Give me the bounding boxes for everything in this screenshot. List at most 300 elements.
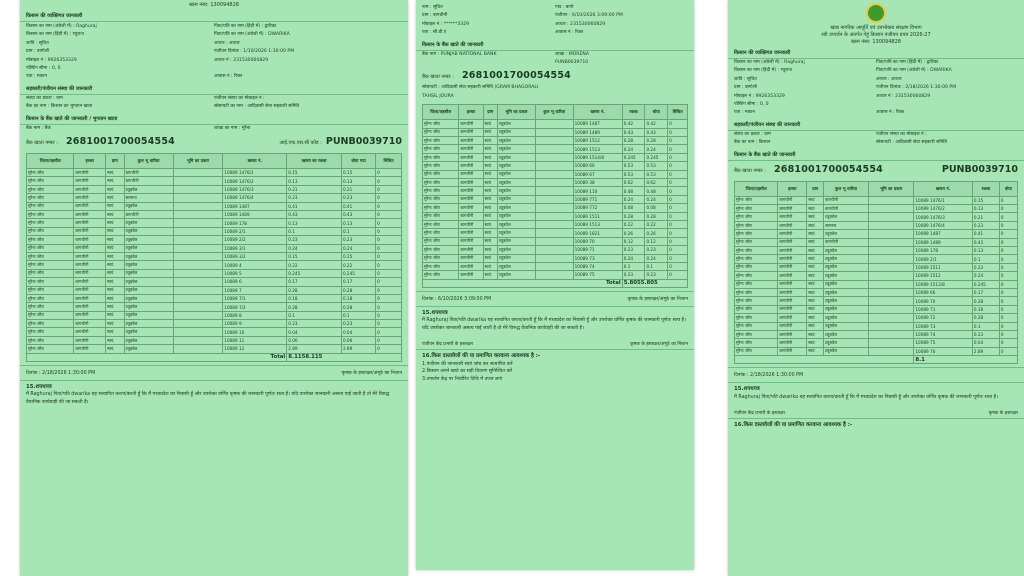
- table-cell: ट्यूबवेल: [824, 314, 869, 322]
- table-cell: मुरैना जौरा: [27, 185, 74, 193]
- table-cell: बागचीनी: [74, 236, 106, 244]
- column-header: भूमि का प्रकार: [497, 105, 535, 120]
- table-cell: ट्यूबवेल: [497, 137, 535, 145]
- table-cell: बागचीनी: [778, 280, 807, 288]
- table-cell: मुरैना जौरा: [27, 211, 74, 219]
- column-header: रकबा: [622, 105, 645, 120]
- table-cell: मुरैना जौरा: [735, 221, 778, 229]
- table-cell: 10089 110: [573, 187, 622, 195]
- table-cell: 0: [668, 178, 688, 186]
- table-cell: 10089 2/1: [223, 227, 287, 235]
- table-total-row: [735, 356, 1018, 364]
- table-cell: ट्यूबवेल: [497, 170, 535, 178]
- table-cell: मुरैना जौरा: [735, 238, 778, 246]
- info-left-value: पोस्टिंग सीमा : 0, 0: [734, 102, 769, 108]
- table-cell: 0: [668, 187, 688, 195]
- column-header: बोया गया: [341, 154, 375, 169]
- table-cell: मुरैना जौरा: [735, 205, 778, 213]
- table-cell: 0.15: [341, 169, 375, 177]
- table-cell: 0: [376, 269, 402, 277]
- table-cell: ट्यूबवेल: [124, 303, 173, 311]
- table-cell: मुरैना जौरा: [27, 202, 74, 210]
- table-cell: 0: [668, 137, 688, 145]
- info-row: [728, 131, 1024, 139]
- table-cell: 10089 2/1: [914, 255, 972, 263]
- table-cell: 0.24: [622, 254, 645, 262]
- table-cell: मुरैना जौरा: [423, 204, 459, 212]
- table-cell: बागचीनी: [74, 345, 106, 353]
- table-row: [735, 305, 1018, 313]
- table-cell: बागचीनी: [778, 263, 807, 271]
- table-cell: मुरैना जौरा: [423, 237, 459, 245]
- table-cell: ट्यूबवेल: [824, 347, 869, 355]
- table-cell: 0.04: [972, 339, 999, 347]
- table-cell: [173, 236, 223, 244]
- declaration-text: मैं Raghuraj पिता/पति dwarika यह सत्यापित करता/करती हूँ कि मैं मध्यप्रदेश का निवासी हूँ और उपरोक्त वर्णित कृषक की जानकारी पूर्णतः सत्य है।: [734, 394, 998, 400]
- table-cell: 10089 67: [573, 170, 622, 178]
- table-cell: ट्यूबवेल: [497, 237, 535, 245]
- table-row: [423, 271, 688, 279]
- table-cell: स्वयं: [106, 303, 125, 311]
- table-row: [27, 211, 402, 219]
- info-row: [20, 48, 408, 56]
- info-left-value: बैंक का नाम : किसान का भुगतान खाता: [26, 104, 93, 110]
- info-right-value: [876, 101, 1018, 109]
- table-cell: [868, 247, 913, 255]
- farmer-signature-label-2: कृषक के हस्ताक्षर/अंगूठे का निशान: [630, 342, 688, 348]
- table-row: [735, 280, 1018, 288]
- info-row: [20, 65, 408, 73]
- table-cell: ट्यूबवेल: [497, 162, 535, 170]
- column-header: ग्राम: [106, 154, 125, 169]
- table-cell: बागचीनी: [778, 272, 807, 280]
- table-row: [735, 213, 1018, 221]
- table-cell: [535, 153, 573, 161]
- registration-footer: [20, 365, 408, 381]
- declaration-title: 15.शपथपत्र: [26, 384, 52, 391]
- info-left-value: पता : मकान: [26, 74, 47, 80]
- table-cell: 0: [999, 339, 1017, 347]
- table-cell: मुरैना जौरा: [735, 347, 778, 355]
- table-cell: ट्यूबवेल: [124, 185, 173, 193]
- table-cell: 0.28: [972, 314, 999, 322]
- table-row: [423, 178, 688, 186]
- table-cell: 0.53: [622, 170, 645, 178]
- table-cell: 10089 38: [573, 178, 622, 186]
- table-cell: 0.22: [622, 220, 645, 228]
- table-cell: स्वयं: [807, 297, 824, 305]
- info-left-value: [422, 59, 555, 67]
- table-cell: मुरैना जौरा: [27, 345, 74, 353]
- table-cell: 10089 1821: [573, 229, 622, 237]
- info-left-value: मोबाइल नं : 9926353329: [26, 57, 77, 63]
- table-cell: 2.89: [341, 345, 375, 353]
- table-cell: मुरैना जौरा: [423, 254, 459, 262]
- table-row: [27, 261, 402, 269]
- table-cell: बागचीनी: [778, 297, 807, 305]
- table-cell: 0.41: [341, 202, 375, 210]
- table-cell: बागचीनी: [778, 305, 807, 313]
- declaration-text: मैं Raghuraj पिता/पति dwarika यह सत्यापित करता/करती हूँ कि मैं मध्यप्रदेश का निवासी हूँ और उपरोक्त वर्णित कृषक की जानकारी पूर्णतः सत्य है। यदि उपरोक्त जानकारी असत्य पाई जाती है तो मेरे विरुद्ध वैधानिक कार्यवाही की जा सकती है।: [26, 392, 390, 405]
- info-row: [20, 95, 408, 103]
- table-row: [423, 153, 688, 161]
- table-cell: स्वयं: [807, 347, 824, 355]
- table-cell: [868, 272, 913, 280]
- info-right-value: आवास नं : रिक्त: [876, 110, 905, 116]
- total-label: Total: [27, 353, 287, 361]
- table-cell: बागचीनी: [459, 237, 483, 245]
- info-row: [20, 73, 408, 81]
- table-cell: 0.24: [972, 272, 999, 280]
- info-row: [416, 93, 694, 101]
- table-cell: स्वयं: [483, 229, 497, 237]
- table-cell: स्वयं: [483, 120, 497, 128]
- table-cell: 0: [376, 252, 402, 260]
- info-row: [20, 31, 408, 39]
- table-row: [27, 169, 402, 177]
- table-cell: 10089 72: [914, 314, 972, 322]
- table-cell: 0.43: [622, 128, 645, 136]
- table-row: [27, 278, 402, 286]
- table-cell: मुरैना जौरा: [27, 261, 74, 269]
- table-cell: 10089 1476/2: [223, 177, 287, 185]
- table-row: [735, 347, 1018, 355]
- section-bank-info: किसान के बैंक खाते की जानकारी: [416, 40, 694, 51]
- table-cell: स्वयं: [106, 252, 125, 260]
- table-cell: स्वयं: [106, 211, 125, 219]
- table-cell: 0: [999, 314, 1017, 322]
- declaration-text: मैं Raghuraj पिता/पति dwarika यह सत्यापित करता/करती हूँ कि मैं मध्यप्रदेश का निवासी हूँ और उपरोक्त वर्णित कृषक की जानकारी पूर्णतः सत्य है। यदि उपरोक्त जानकारी असत्य पाई जाती है तो मेरे विरुद्ध वैधानिक कार्यवाही की जा सकती है।: [422, 318, 686, 331]
- table-cell: [173, 294, 223, 302]
- table-cell: 0.1: [972, 322, 999, 330]
- info-right-value: सोसायटी : आदिवासी सेवा सहकारी समिति: [876, 140, 948, 146]
- table-cell: स्वयं: [483, 145, 497, 153]
- signature-row: [416, 335, 694, 349]
- table-row: [423, 145, 688, 153]
- table-cell: स्वयं: [807, 314, 824, 322]
- table-cell: 10089 1512: [573, 137, 622, 145]
- table-cell: [535, 204, 573, 212]
- table-cell: 0.13: [972, 205, 999, 213]
- table-cell: बागचीनी: [74, 269, 106, 277]
- table-total-row: [423, 279, 688, 287]
- table-cell: ट्यूबवेल: [824, 213, 869, 221]
- table-row: [735, 196, 1018, 204]
- registration-form-page-3: [728, 0, 1024, 576]
- registration-footer: [416, 291, 694, 307]
- table-cell: [868, 347, 913, 355]
- table-cell: 10089 1476/1: [914, 196, 972, 204]
- table-cell: बागचीनी: [824, 205, 869, 213]
- account-number: 2681001700054554: [773, 163, 883, 175]
- table-cell: 0.48: [645, 187, 668, 195]
- table-cell: 10089 9: [223, 320, 287, 328]
- column-header: कुल भू धारिता: [535, 105, 573, 120]
- table-cell: बागचीनी: [74, 211, 106, 219]
- table-cell: [173, 227, 223, 235]
- table-cell: ट्यूबवेल: [497, 212, 535, 220]
- table-cell: 0: [668, 262, 688, 270]
- column-header: ग्राम: [807, 181, 824, 196]
- farmer-signature-label: कृषक के हस्ताक्षर: [988, 411, 1018, 417]
- table-cell: मुरैना जौरा: [27, 269, 74, 277]
- info-right-value: सोसायटी का नाम : आदिवासी सेवा सहकारी समिति: [214, 104, 300, 110]
- table-cell: स्वयं: [483, 246, 497, 254]
- table-cell: 0.245: [645, 153, 668, 161]
- table-row: [423, 246, 688, 254]
- table-cell: 0: [376, 219, 402, 227]
- table-cell: स्वयं: [807, 263, 824, 271]
- table-cell: बागचीनी: [459, 187, 483, 195]
- table-row: [423, 262, 688, 270]
- table-cell: [535, 145, 573, 153]
- table-cell: स्वयं: [807, 213, 824, 221]
- info-left-value: मोबाइल नं : 9926353329: [734, 93, 785, 99]
- table-cell: 0.43: [645, 128, 668, 136]
- table-cell: 2.89: [972, 347, 999, 355]
- table-cell: बागचीनी: [124, 169, 173, 177]
- table-cell: 0.13: [287, 177, 342, 185]
- table-cell: मुरैना जौरा: [27, 328, 74, 336]
- table-cell: 0: [376, 185, 402, 193]
- column-header: रकबा: [972, 181, 999, 196]
- ifsc-code: PUNB0039710: [325, 136, 402, 148]
- table-row: [735, 221, 1018, 229]
- table-cell: ट्यूबवेल: [824, 272, 869, 280]
- table-cell: ट्यूबवेल: [124, 286, 173, 294]
- table-cell: 0.24: [645, 195, 668, 203]
- table-cell: 0: [999, 322, 1017, 330]
- table-cell: 0.21: [972, 213, 999, 221]
- table-cell: [868, 305, 913, 313]
- table-cell: 0: [999, 230, 1017, 238]
- table-cell: स्वयं: [483, 237, 497, 245]
- table-cell: 0.245: [341, 269, 375, 277]
- table-cell: बागचीनी: [74, 336, 106, 344]
- table-cell: स्वयं: [807, 322, 824, 330]
- column-header: खसरा नं.: [223, 154, 287, 169]
- table-row: [423, 120, 688, 128]
- table-row: [735, 330, 1018, 338]
- info-right-value: [555, 84, 688, 92]
- table-cell: मुरैना जौरा: [735, 288, 778, 296]
- table-cell: बागचीनी: [824, 238, 869, 246]
- table-cell: 0.28: [645, 212, 668, 220]
- form-header: स्क्रम नंबर: 130094828: [189, 2, 239, 8]
- table-cell: [173, 311, 223, 319]
- table-cell: मुरैना जौरा: [423, 262, 459, 270]
- table-cell: ट्यूबवेल: [124, 244, 173, 252]
- table-cell: 10089 1513: [573, 220, 622, 228]
- table-cell: 10089 4: [223, 261, 287, 269]
- info-right-value: पिता/पति का नाम (हिंदी में) : द्वारिका: [876, 60, 939, 65]
- table-row: [735, 205, 1018, 213]
- table-cell: मुरैना जौरा: [27, 227, 74, 235]
- table-cell: मुरैना जौरा: [735, 230, 778, 238]
- table-row: [27, 269, 402, 277]
- table-cell: 10089 1489: [573, 128, 622, 136]
- table-cell: बागचीनी: [778, 339, 807, 347]
- table-cell: स्वयं: [807, 230, 824, 238]
- table-cell: बागचीनी: [459, 120, 483, 128]
- info-left-value: बैंक नाम : बैंक: [26, 125, 51, 131]
- table-cell: मुरैना जौरा: [735, 297, 778, 305]
- info-right-value: पिता/पति का नाम (अंग्रेजी में) : DWARIKA: [214, 32, 290, 38]
- table-cell: ट्यूबवेल: [497, 254, 535, 262]
- info-right-value: आवास नं : रिक्त: [214, 74, 243, 80]
- table-cell: 0.24: [287, 244, 342, 252]
- table-cell: बागचीनी: [459, 128, 483, 136]
- info-right-value: पंजीयन संस्था का मोबाइल नं :: [214, 95, 265, 101]
- table-cell: 0.23: [645, 246, 668, 254]
- table-cell: [535, 246, 573, 254]
- table-cell: बागचीनी: [74, 185, 106, 193]
- table-cell: स्वयं: [483, 212, 497, 220]
- header-line-1: खाद्य नागरिक आपूर्ति एवं उपभोक्ता संरक्षण विभाग: [830, 25, 922, 31]
- table-cell: 10089 1476/1: [223, 169, 287, 177]
- table-cell: स्वयं: [106, 320, 125, 328]
- table-cell: बागचीनी: [778, 330, 807, 338]
- table-row: [423, 137, 688, 145]
- info-left-value: ग्राम : बागोली: [26, 49, 49, 55]
- table-cell: ट्यूबवेल: [824, 305, 869, 313]
- table-cell: 10089 1514/8: [573, 153, 622, 161]
- info-row: [728, 59, 1024, 67]
- column-header: खसरा नं.: [914, 181, 972, 196]
- table-row: [423, 212, 688, 220]
- table-cell: 0: [376, 227, 402, 235]
- table-cell: ट्यूबवेल: [497, 187, 535, 195]
- info-right-value: गांव : बागो: [555, 5, 574, 10]
- table-cell: 0: [376, 311, 402, 319]
- account-label: बैंक खाता नम्बर :: [734, 167, 766, 174]
- column-header: हल्का: [74, 154, 106, 169]
- table-cell: 0.43: [341, 211, 375, 219]
- table-cell: 0: [668, 271, 688, 279]
- table-cell: 10089 1513/8: [914, 280, 972, 288]
- info-left-value: पोस्टिंग सीमा : 0, 0: [26, 66, 61, 72]
- table-cell: 0.28: [287, 303, 342, 311]
- table-cell: 10089 66: [573, 162, 622, 170]
- info-row: [20, 40, 408, 48]
- table-row: [27, 286, 402, 294]
- table-cell: [173, 211, 223, 219]
- info-right-value: आधार : 231530060829: [555, 21, 606, 27]
- info-right-value: आवास नं : रिक्त: [555, 30, 584, 36]
- table-cell: 0.24: [341, 244, 375, 252]
- table-cell: स्वयं: [106, 227, 125, 235]
- farmer-signature-label: कृषक के हस्ताक्षर/अंगूठे का निशान: [341, 371, 402, 377]
- info-left-value: किसान का नाम (अंग्रेजी में) : Raghuraj: [26, 24, 97, 29]
- info-right-value: पंजीयन दिनांक : 2/18/2026 1:30:00 PM: [876, 85, 957, 91]
- registration-date: दिनांक : 2/18/2026 1:30:00 PM: [734, 373, 804, 379]
- table-cell: 0.08: [622, 204, 645, 212]
- table-cell: बागचीनी: [459, 178, 483, 186]
- info-row: [728, 84, 1024, 92]
- table-cell: बागचीनी: [74, 278, 106, 286]
- table-cell: मुरैना जौरा: [423, 271, 459, 279]
- table-cell: 10089 772: [573, 204, 622, 212]
- declaration-title: 15.शपथपत्र: [422, 310, 448, 317]
- table-cell: 0: [376, 236, 402, 244]
- registration-form-page-2: [416, 0, 694, 570]
- info-left-value: ग्राम : बागोली: [734, 85, 757, 91]
- state-emblem-icon: [866, 3, 886, 23]
- table-row: [735, 288, 1018, 296]
- table-cell: ट्यूबवेल: [124, 328, 173, 336]
- table-cell: 0: [376, 336, 402, 344]
- table-cell: 0: [999, 196, 1017, 204]
- table-cell: [535, 178, 573, 186]
- officer-signature-label: पंजीयन केंद्र प्रभारी के हस्ताक्षर: [734, 411, 786, 417]
- table-cell: 0: [376, 328, 402, 336]
- info-left-value: बैंक नाम : PUNJAB NATIONAL BANK: [422, 51, 497, 57]
- table-cell: स्वयं: [807, 247, 824, 255]
- table-cell: 0.15: [287, 252, 342, 260]
- column-header: भूमि का प्रकार: [868, 181, 913, 196]
- table-cell: मुरैना जौरा: [27, 236, 74, 244]
- farmer-info-rows: [728, 59, 1024, 118]
- table-row: [27, 320, 402, 328]
- table-cell: [173, 345, 223, 353]
- table-cell: [173, 219, 223, 227]
- info-row: [728, 93, 1024, 101]
- table-cell: 10089 178: [223, 219, 287, 227]
- info-right-value: [555, 93, 688, 101]
- table-row: [27, 303, 402, 311]
- registration-date: दिनांक : 2/18/2026 1:30:00 PM: [26, 371, 96, 377]
- table-cell: बागचीनी: [778, 247, 807, 255]
- table-row: [735, 339, 1018, 347]
- table-cell: [173, 177, 223, 185]
- table-cell: ट्यूबवेल: [497, 262, 535, 270]
- table-cell: स्वयं: [483, 170, 497, 178]
- table-cell: स्वयं: [106, 236, 125, 244]
- note-item: 1.पंजीयन की जानकारी स्वयं जांच कर सत्यापित करें: [422, 361, 513, 367]
- table-cell: बागचीनी: [459, 246, 483, 254]
- bank-rows: [20, 125, 408, 133]
- table-cell: [173, 252, 223, 260]
- table-cell: ट्यूबवेल: [124, 311, 173, 319]
- table-cell: स्वयं: [483, 220, 497, 228]
- table-cell: 0.62: [645, 178, 668, 186]
- table-cell: मुरैना जौरा: [423, 145, 459, 153]
- table-cell: 0: [999, 297, 1017, 305]
- info-right-value: पिता/पति का नाम (अंग्रेजी में) : DWARIKA: [876, 68, 952, 74]
- table-cell: 2.89: [287, 345, 342, 353]
- table-row: [27, 336, 402, 344]
- table-cell: [868, 238, 913, 246]
- account-label: बैंक खाता नम्बर :: [422, 74, 454, 81]
- table-cell: 0: [668, 170, 688, 178]
- land-records-table: [734, 181, 1018, 365]
- table-cell: बागचीनी: [74, 177, 106, 185]
- table-cell: 0.1: [341, 311, 375, 319]
- table-cell: 0.1: [645, 262, 668, 270]
- table-cell: स्वयं: [483, 162, 497, 170]
- table-cell: 0: [999, 238, 1017, 246]
- table-cell: 10089 73: [914, 322, 972, 330]
- account-line: [20, 133, 408, 150]
- table-cell: बागचीनी: [74, 320, 106, 328]
- table-cell: 0: [999, 347, 1017, 355]
- table-cell: 0.62: [622, 178, 645, 186]
- table-cell: बागचीनी: [459, 212, 483, 220]
- table-header-row: [735, 181, 1018, 196]
- table-cell: 0.13: [972, 247, 999, 255]
- table-cell: 0.26: [622, 229, 645, 237]
- table-cell: मुरैना जौरा: [423, 153, 459, 161]
